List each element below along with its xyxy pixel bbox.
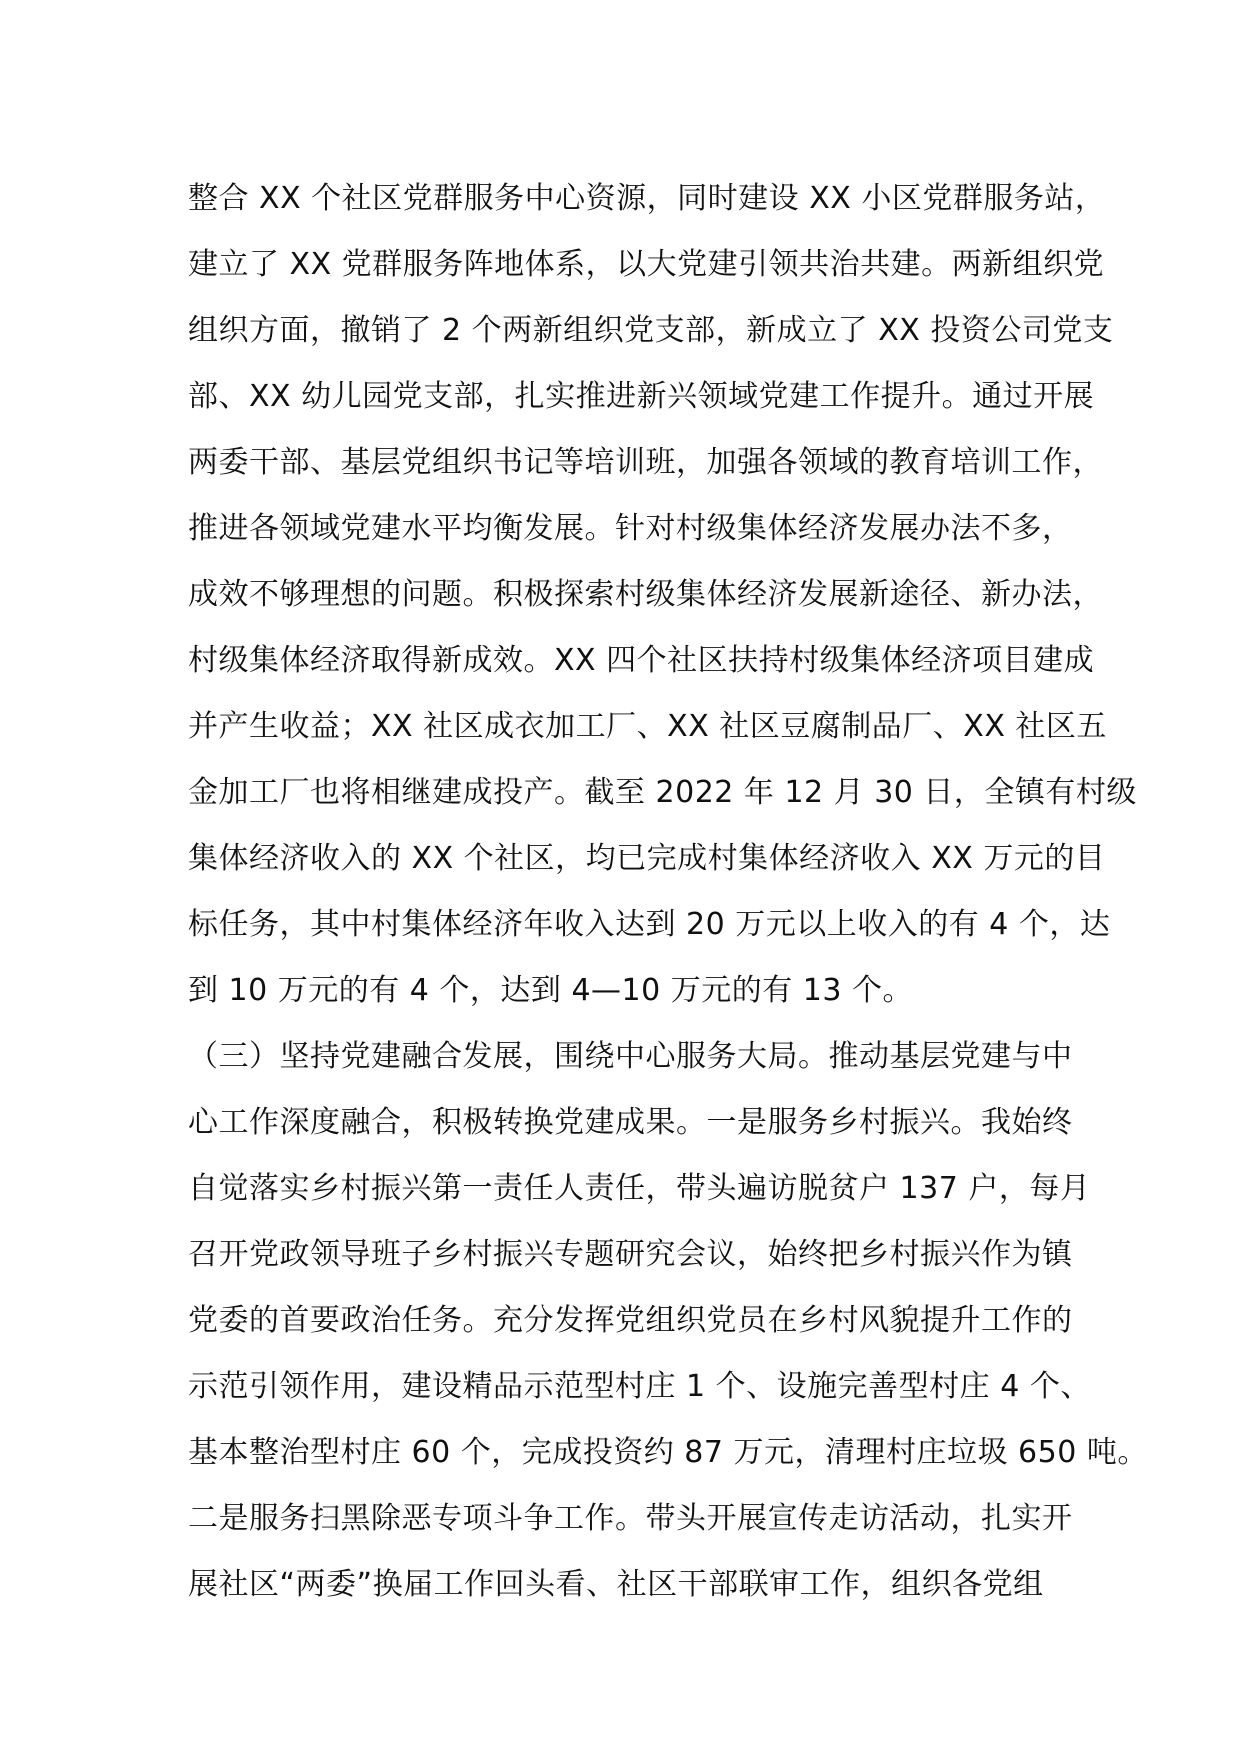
text-line: 推进各领域党建水平均衡发展。针对村级集体经济发展办法不多， <box>188 511 1073 546</box>
text-line: 标任务，其中村集体经济年收入达到 20 万元以上收入的有 4 个，达 <box>188 907 1111 942</box>
text-line: 党委的首要政治任务。充分发挥党组织党员在乡村风貌提升工作的 <box>188 1303 1073 1338</box>
text-line: 到 10 万元的有 4 个，达到 4—10 万元的有 13 个。 <box>188 973 913 1008</box>
section-heading-line: （三）坚持党建融合发展，围绕中心服务大局。推动基层党建与中 <box>188 1039 1073 1074</box>
text-line: 集体经济收入的 XX 个社区，均已完成村集体经济收入 XX 万元的目 <box>188 841 1106 876</box>
text-line: 展社区“两委”换届工作回头看、社区干部联审工作，组织各党组 <box>188 1567 1044 1602</box>
text-line: 基本整治型村庄 60 个，完成投资约 87 万元，清理村庄垃圾 650 吨。 <box>188 1435 1148 1470</box>
text-line: 村级集体经济取得新成效。XX 四个社区扶持村级集体经济项目建成 <box>188 643 1095 678</box>
text-line: 自觉落实乡村振兴第一责任人责任，带头遍访脱贫户 137 户，每月 <box>188 1171 1091 1206</box>
text-line: 成效不够理想的问题。积极探索村级集体经济发展新途径、新办法， <box>188 577 1103 612</box>
text-line: 二是服务扫黑除恶专项斗争工作。带头开展宣传走访活动，扎实开 <box>188 1501 1073 1536</box>
text-line: 召开党政领导班子乡村振兴专题研究会议，始终把乡村振兴作为镇 <box>188 1237 1073 1272</box>
text-line: 建立了 XX 党群服务阵地体系，以大党建引领共治共建。两新组织党 <box>188 247 1105 282</box>
text-line: 金加工厂也将相继建成投产。截至 2022 年 12 月 30 日，全镇有村级 <box>188 775 1137 810</box>
body-text <box>188 166 1148 1618</box>
text-line: 部、XX 幼儿园党支部，扎实推进新兴领域党建工作提升。通过开展 <box>188 379 1095 414</box>
text-line: 并产生收益；XX 社区成衣加工厂、XX 社区豆腐制品厂、XX 社区五 <box>188 709 1107 744</box>
text-line: 整合 XX 个社区党群服务中心资源，同时建设 XX 小区党群服务站， <box>188 181 1106 216</box>
text-line: 两委干部、基层党组织书记等培训班，加强各领域的教育培训工作， <box>188 445 1103 480</box>
text-line: 示范引领作用，建设精品示范型村庄 1 个、设施完善型村庄 4 个、 <box>188 1369 1091 1404</box>
text-line: 组织方面，撤销了 2 个两新组织党支部，新成立了 XX 投资公司党支 <box>188 313 1114 348</box>
text-line: 心工作深度融合，积极转换党建成果。一是服务乡村振兴。我始终 <box>188 1105 1073 1140</box>
